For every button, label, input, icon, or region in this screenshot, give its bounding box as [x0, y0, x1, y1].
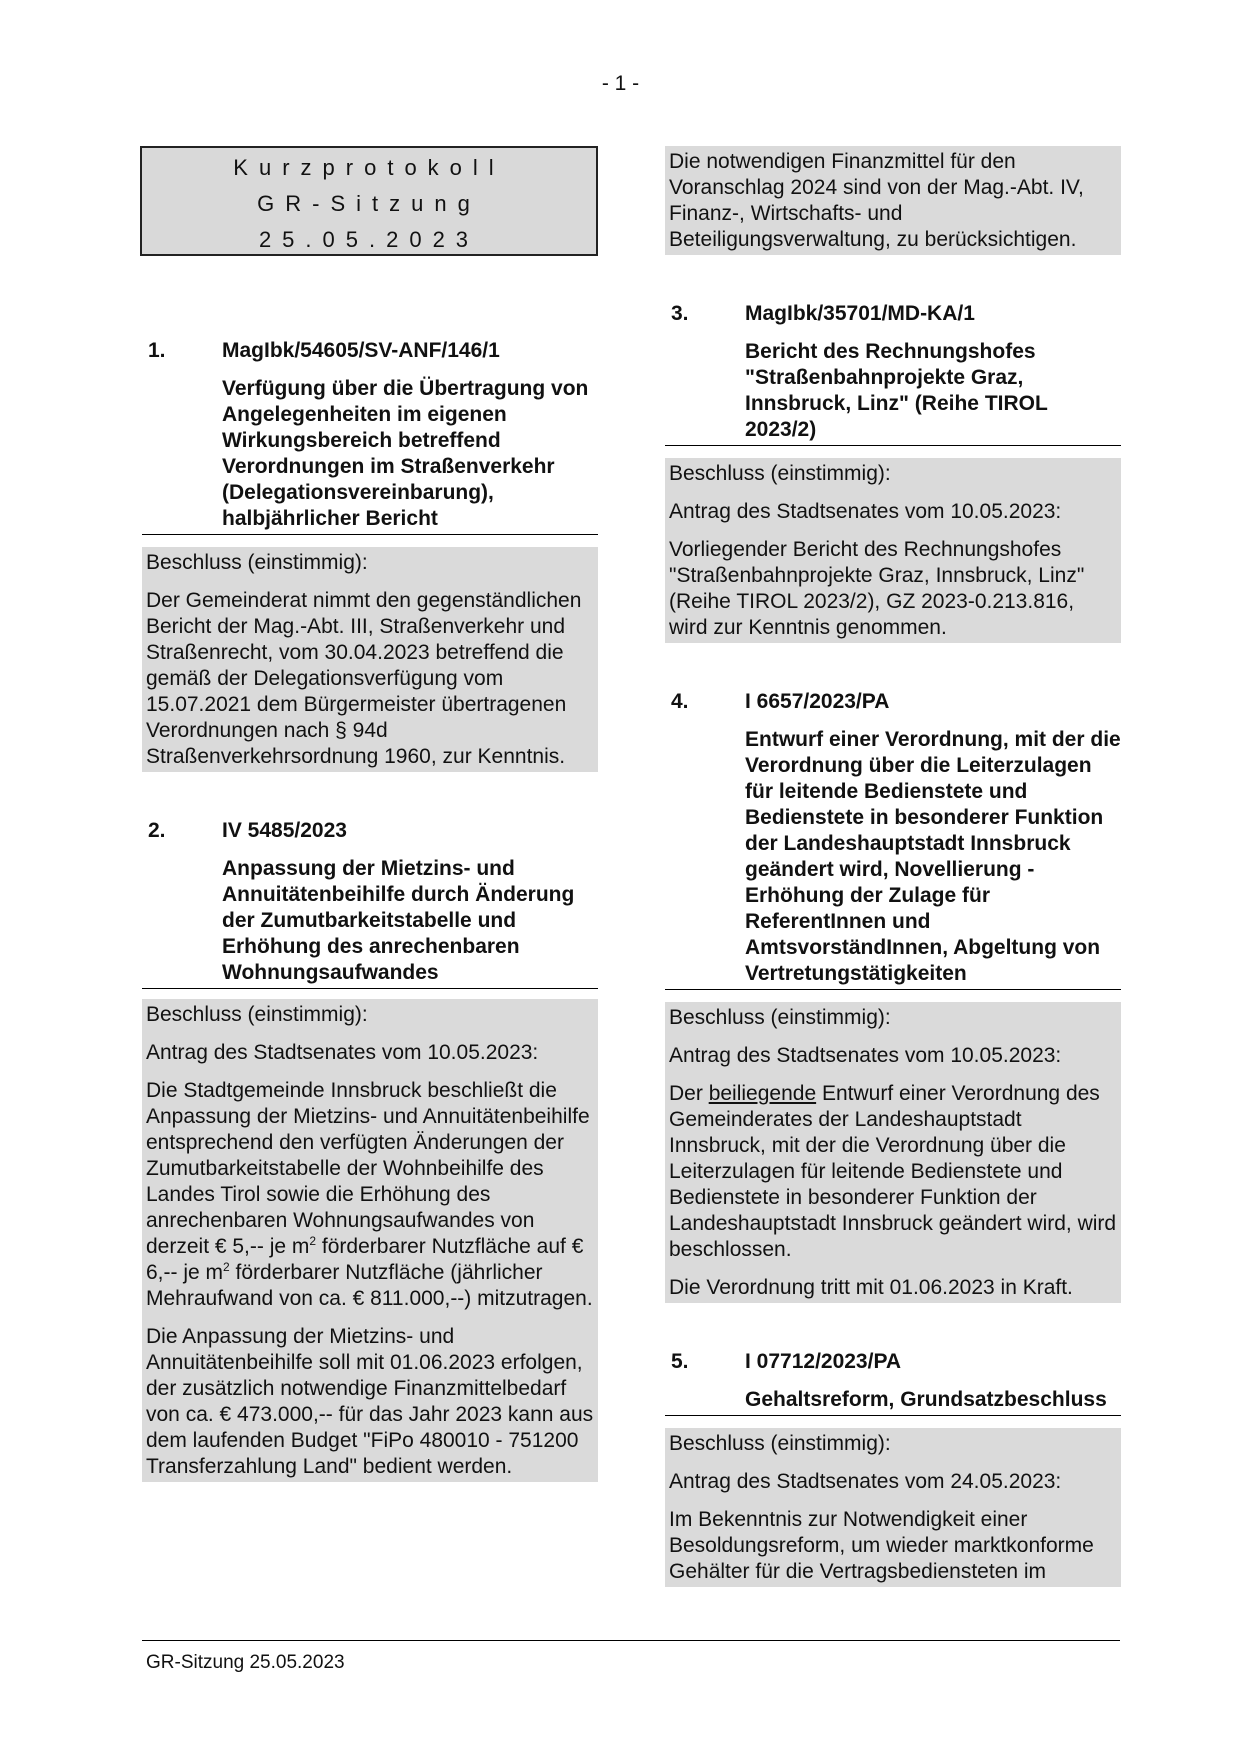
item-title: Entwurf einer Verordnung, mit der die Verordnung über die Leiterzulagen für leitende Bedienstete und Bedienstete in besonderer Funktion der Landeshauptstadt Innsbruck geändert wird, Novellierung - Erhöhung der Zulage für ReferentInnen und AmtsvorständInnen, Abgeltung von Vertretungstätigkeiten	[745, 728, 1121, 985]
resolution-text: Der Gemeinderat nimmt den gegenständlichen Bericht der Mag.-Abt. III, Straßenverkehr und Straßenrecht, vom 30.04.2023 betreffend die gemäß der Delegationsverfügung vom 15.07.2021 dem Bürgermeister übertragenen Verordnungen nach § 94d Straßenverkehrsordnung 1960, zur Kenntnis.	[146, 589, 582, 768]
footer: GR-Sitzung 25.05.2023	[146, 1652, 345, 1673]
title-box	[140, 146, 598, 256]
resolution-label: Beschluss (einstimmig):	[146, 551, 368, 574]
item-code: IV 5485/2023	[222, 819, 347, 842]
resolution-label: Beschluss (einstimmig):	[669, 1432, 891, 1455]
item-number: 3.	[671, 302, 689, 325]
resolution-text-2: Die Anpassung der Mietzins- und Annuitätenbeihilfe soll mit 01.06.2023 erfolgen, der zusätzlich notwendige Finanzmittelbedarf von ca. € 473.000,-- für das Jahr 2023 kann aus dem laufenden Budget "FiPo 480010 - 751200 Transferzahlung Land" bedient werden.	[146, 1325, 594, 1478]
item-title: Anpassung der Mietzins- und Annuitätenbeihilfe durch Änderung der Zumutbarkeitstabelle und Erhöhung des anrechenbaren Wohnungsaufwandes	[222, 857, 575, 984]
right-column	[665, 146, 1121, 1587]
resolution-text: Vorliegender Bericht des Rechnungshofes "Straßenbahnprojekte Graz, Innsbruck, Linz" (Reihe TIROL 2023/2), GZ 2023-0.213.816, wird zur Kenntnis genommen.	[669, 538, 1085, 639]
resolution-label: Beschluss (einstimmig):	[146, 1003, 368, 1026]
item-number: 4.	[671, 690, 689, 713]
agenda-item-5	[665, 1349, 1121, 1587]
resolution-text: Im Bekenntnis zur Notwendigkeit einer Besoldungsreform, um wieder marktkonforme Gehälter für die Vertragsbediensteten im	[669, 1508, 1094, 1583]
resolution-block	[665, 458, 1121, 643]
page-number: - 1 -	[601, 72, 640, 95]
continued-text: Die notwendigen Finanzmittel für den Voranschlag 2024 sind von der Mag.-Abt. IV, Finanz-, Wirtschafts- und Beteiligungsverwaltung, zu berücksichtigen.	[669, 150, 1084, 251]
divider	[665, 445, 1121, 446]
item-code: I 6657/2023/PA	[745, 690, 890, 713]
item-code: MagIbk/54605/SV-ANF/146/1	[222, 339, 500, 362]
title-line-1: Kurzprotokoll	[233, 155, 505, 180]
divider	[665, 989, 1121, 990]
divider	[142, 988, 598, 989]
resolution-block	[665, 1002, 1121, 1303]
resolution-block	[142, 547, 598, 772]
agenda-item-4	[665, 689, 1121, 1303]
title-line-2: GR-Sitzung	[257, 191, 481, 216]
footer-divider	[142, 1640, 1120, 1641]
agenda-item-2	[142, 818, 598, 1482]
resolution-text: Die Stadtgemeinde Innsbruck beschließt die Anpassung der Mietzins- und Annuitätenbeihilfe entsprechend den verfügten Änderungen der Zumutbarkeitstabelle der Wohnbeihilfe des Landes Tirol sowie die Erhöhung des anrechenbaren Wohnungsaufwandes von derzeit € 5,-- je $m^2$ förderbarer Nutzfläche auf € 6,-- je $m^2$ förderbarer Nutzfläche (jährlicher Mehraufwand von ca. € 811.000,--) mitzutragen.	[146, 1079, 593, 1310]
motion-label: Antrag des Stadtsenates vom 10.05.2023:	[146, 1041, 539, 1064]
divider	[142, 534, 598, 535]
resolution-label: Beschluss (einstimmig):	[669, 1006, 891, 1029]
item-title: Bericht des Rechnungshofes "Straßenbahnprojekte Graz, Innsbruck, Linz" (Reihe TIROL 2023/2)	[745, 340, 1048, 441]
item-title: Gehaltsreform, Grundsatzbeschluss	[745, 1388, 1107, 1411]
left-column	[142, 146, 598, 1482]
divider	[665, 1415, 1121, 1416]
item-number: 2.	[148, 819, 166, 842]
resolution-block	[142, 999, 598, 1482]
item-number: 1.	[148, 339, 166, 362]
item-title: Verfügung über die Übertragung von Angelegenheiten im eigenen Wirkungsbereich betreffend Verordnungen im Straßenverkehr (Delegationsvereinbarung), halbjährlicher Bericht	[222, 377, 589, 530]
agenda-item-3	[665, 301, 1121, 643]
resolution-text: Der beiliegende Entwurf einer Verordnung des Gemeinderates der Landeshauptstadt Innsbruck, mit der die Verordnung über die Leiterzulagen für leitende Bedienstete und Bedienstete in besonderer Funktion der Landeshauptstadt Innsbruck geändert wird, wird beschlossen.	[669, 1082, 1117, 1261]
motion-label: Antrag des Stadtsenates vom 10.05.2023:	[669, 1044, 1062, 1067]
item-code: I 07712/2023/PA	[745, 1350, 902, 1373]
title-line-3: 25.05.2023	[258, 227, 480, 252]
continued-text-block	[665, 146, 1121, 255]
resolution-text-2: Die Verordnung tritt mit 01.06.2023 in Kraft.	[669, 1276, 1073, 1299]
item-code: MagIbk/35701/MD-KA/1	[745, 302, 975, 325]
agenda-item-1	[142, 338, 598, 772]
motion-label: Antrag des Stadtsenates vom 10.05.2023:	[669, 500, 1062, 523]
item-number: 5.	[671, 1350, 689, 1373]
resolution-label: Beschluss (einstimmig):	[669, 462, 891, 485]
motion-label: Antrag des Stadtsenates vom 24.05.2023:	[669, 1470, 1062, 1493]
resolution-block	[665, 1428, 1121, 1587]
